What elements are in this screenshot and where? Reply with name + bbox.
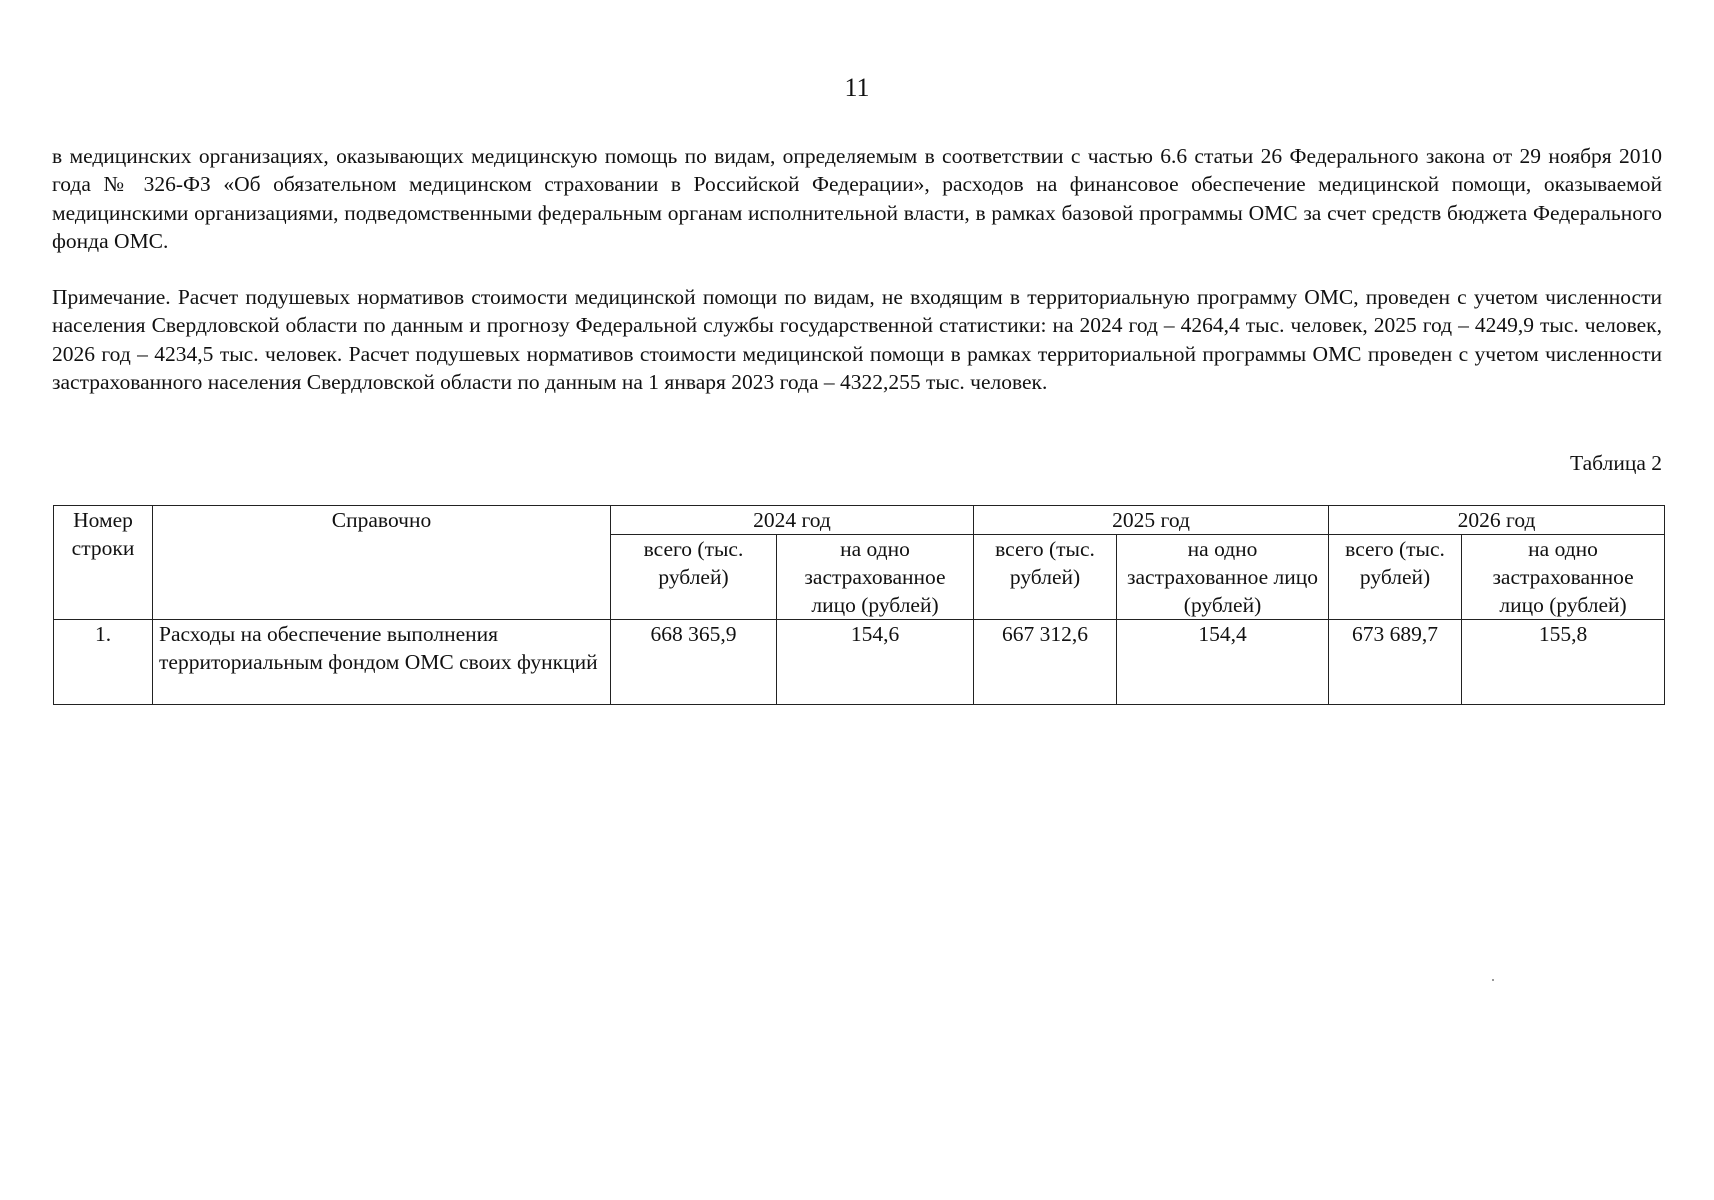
subheader-total-2025: всего (тыс. рублей) [974, 535, 1117, 620]
cell-per-person-2026: 155,8 [1462, 620, 1665, 705]
cell-total-2026: 673 689,7 [1329, 620, 1462, 705]
header-year-2026: 2026 год [1329, 506, 1665, 535]
subheader-per-person-2025: на одно застрахованное лицо (рублей) [1117, 535, 1329, 620]
table-row [54, 620, 1665, 705]
cell-total-2024: 668 365,9 [611, 620, 777, 705]
table-caption: Таблица 2 [1570, 451, 1662, 475]
subheader-total-2026: всего (тыс. рублей) [1329, 535, 1462, 620]
scan-speck [1492, 979, 1494, 981]
table-header-row [54, 506, 1665, 535]
cell-per-person-2024: 154,6 [777, 620, 974, 705]
cell-label: Расходы на обеспечение выполнения территориальным фондом ОМС своих функций [153, 620, 611, 705]
cell-row-number: 1. [54, 620, 153, 705]
subheader-per-person-2024: на одно застрахованное лицо (рублей) [777, 535, 974, 620]
paragraph-note: Примечание. Расчет подушевых нормативов стоимости медицинской помощи по видам, не входящим в территориальную программу ОМС, проведен с учетом численности населения Свердловской области по данным и прогнозу Федеральной службы государственной статистики: на 2024 год – 4264,4 тыс. человек, 2025 год – 4249,9 тыс. человек, 2026 год – 4234,5 тыс. человек. Расчет подушевых нормативов стоимости медицинской помощи в рамках территориальной программы ОМС проведен с учетом численности застрахованного населения Свердловской области по данным на 1 января 2023 года – 4322,255 тыс. человек. [52, 285, 1662, 395]
page-number: 11 [844, 73, 870, 102]
subheader-per-person-2026: на одно застрахованное лицо (рублей) [1462, 535, 1665, 620]
header-row-number: Номер строки [54, 506, 153, 620]
cell-per-person-2025: 154,4 [1117, 620, 1329, 705]
cell-total-2025: 667 312,6 [974, 620, 1117, 705]
paragraph-continuation: в медицинских организациях, оказывающих медицинскую помощь по видам, определяемым в соответствии с частью 6.6 статьи 26 Федерального закона от 29 ноября 2010 года № 326-ФЗ «Об обязательном медицинском страховании в Российской Федерации», расходов на финансовое обеспечение медицинской помощи, оказываемой медицинскими организациями, подведомственными федеральным органам исполнительной власти, в рамках базовой программы ОМС за счет средств бюджета Федерального фонда ОМС. [52, 144, 1662, 254]
subheader-total-2024: всего (тыс. рублей) [611, 535, 777, 620]
header-year-2025: 2025 год [974, 506, 1329, 535]
header-year-2024: 2024 год [611, 506, 974, 535]
header-reference: Справочно [153, 506, 611, 620]
expenses-table [53, 505, 1665, 705]
